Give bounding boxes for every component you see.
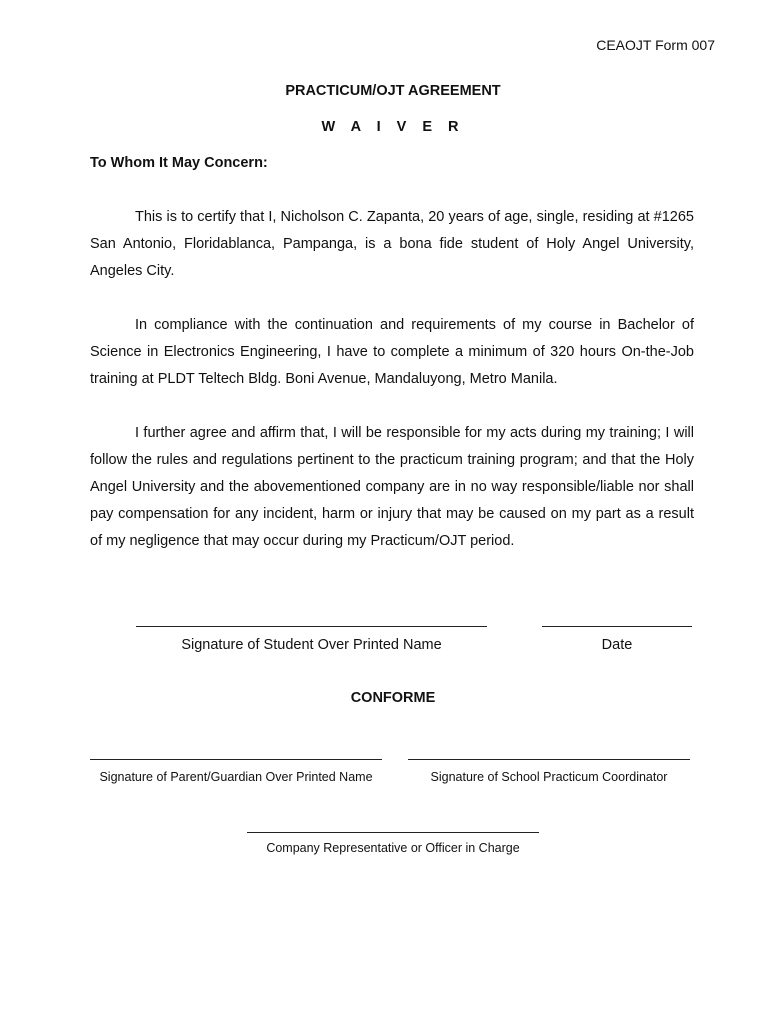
date-signature-block	[542, 626, 692, 653]
coordinator-signature-block	[408, 759, 690, 784]
coordinator-signature-line	[408, 759, 690, 760]
parent-signature-line	[90, 759, 382, 760]
company-signature-caption: Company Representative or Officer in Charge	[266, 841, 520, 855]
date-caption: Date	[601, 637, 633, 653]
company-signature-line	[247, 832, 539, 833]
conforme-heading: CONFORME	[350, 690, 436, 706]
paragraph-compliance: In compliance with the continuation and requirements of my course in Bachelor of Science in Electronics Engineering, I have to complete a minimum of 320 hours On-the-Job training at PLDT Teltech Bldg. Boni Avenue, Mandaluyong, Metro Manila.	[90, 317, 694, 387]
paragraph-affirmation: I further agree and affirm that, I will be responsible for my acts during my training; I will follow the rules and regulations pertinent to the practicum training program; and that the Holy Angel University and the abovementioned company are in no way responsible/liable nor shall pay compensation for any incident, harm or injury that may be caused on my part as a result of my negligence that may occur during my Practicum/OJT period.	[90, 425, 694, 549]
salutation: To Whom It May Concern:	[90, 155, 268, 171]
document-title: PRACTICUM/OJT AGREEMENT	[285, 83, 501, 99]
parent-signature-caption: Signature of Parent/Guardian Over Printed Name	[99, 770, 373, 784]
student-signature-block	[136, 626, 487, 653]
coordinator-signature-caption: Signature of School Practicum Coordinator	[430, 770, 668, 784]
student-signature-line	[136, 626, 487, 627]
paragraph-certification: This is to certify that I, Nicholson C. Zapanta, 20 years of age, single, residing at #1265 San Antonio, Floridablanca, Pampanga, is a bona fide student of Holy Angel University, Angeles City.	[90, 209, 694, 279]
date-line	[542, 626, 692, 627]
parent-signature-block	[90, 759, 382, 784]
form-code: CEAOJT Form 007	[596, 37, 715, 53]
student-signature-caption: Signature of Student Over Printed Name	[181, 637, 442, 653]
document-subtitle: W A I V E R	[321, 119, 465, 135]
company-signature-block	[247, 832, 539, 855]
